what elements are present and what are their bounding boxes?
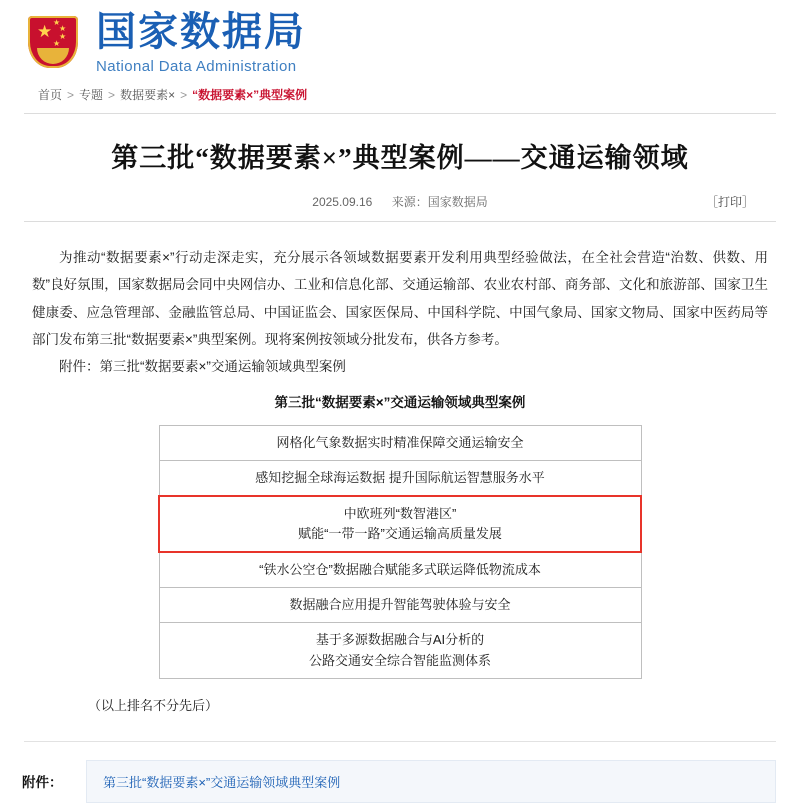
table-row[interactable] [159, 425, 641, 460]
attachment-section [0, 760, 800, 803]
table-row[interactable] [159, 552, 641, 588]
case-table [158, 425, 642, 679]
breadcrumb-item-data-element[interactable]: 数据要素× [120, 88, 176, 102]
page-title: 第三批“数据要素×”典型案例——交通运输领域 [111, 143, 689, 173]
brand-name-cn: 国家数据局 [96, 9, 306, 54]
table-row[interactable] [159, 460, 641, 496]
breadcrumb-item-topic[interactable]: 专题 [79, 88, 104, 102]
case-cell-6-line1: 基于多源数据融合与AI分析的 [315, 632, 485, 648]
attachment-link[interactable]: 第三批“数据要素×”交通运输领域典型案例 [103, 774, 341, 790]
breadcrumb-item-current: “数据要素×”典型案例 [192, 88, 308, 102]
breadcrumb [38, 86, 800, 103]
breadcrumb-separator: > [180, 87, 188, 102]
paragraph-attachment-note: 附件：第三批“数据要素×”交通运输领域典型案例 [59, 359, 346, 375]
publish-date: 2025.09.16 [312, 195, 373, 209]
table-note: （以上排名不分先后） [88, 697, 219, 713]
attachment-label: 附件： [22, 775, 63, 791]
case-cell-4: “铁水公空仓”数据融合赋能多式联运降低物流成本 [159, 552, 641, 588]
case-cell-5: 数据融合应用提升智能驾驶体验与安全 [159, 588, 641, 623]
brand-name-en: National Data Administration [96, 58, 297, 75]
table-row[interactable] [159, 588, 641, 623]
case-cell-1: 网格化气象数据实时精准保障交通运输安全 [159, 425, 641, 460]
breadcrumb-separator: > [67, 87, 75, 102]
print-button[interactable]: ［打印］ [705, 195, 754, 209]
meta-divider [24, 221, 776, 222]
national-emblem-icon: ★ ★ ★ ★ ★ [24, 14, 82, 72]
breadcrumb-item-home[interactable]: 首页 [38, 88, 63, 102]
case-cell-3-line2: 赋能“一带一路”交通运输高质量发展 [298, 526, 502, 542]
site-brand[interactable] [96, 9, 306, 75]
header-divider [24, 113, 776, 114]
attachment-box [86, 760, 776, 803]
article-meta [40, 193, 760, 209]
attachment-divider [24, 741, 776, 742]
article-body [32, 244, 768, 719]
breadcrumb-separator: > [108, 87, 116, 102]
case-cell-6 [159, 623, 641, 678]
paragraph-intro: 为推动“数据要素×”行动走深走实，充分展示各领域数据要素开发利用典型经验做法，在全社会营造“治数、供数、用数”良好氛围，国家数据局会同中央网信办、工业和信息化部、交通运输部、农业农村部、商务部、文化和旅游部、国家卫生健康委、应急管理部、金融监管总局、中国证监会、国家医保局、中国科学院、中国气象局、国家文物局、国家中医药局等部门发布第三批“数据要素×”典型案例。现将案例按领域分批发布，供各方参考。 [32, 250, 768, 347]
table-row[interactable] [159, 623, 641, 678]
case-table-title: 第三批“数据要素×”交通运输领域典型案例 [274, 395, 526, 411]
case-cell-6-line2: 公路交通安全综合智能监测体系 [308, 652, 491, 668]
case-cell-3-line1: 中欧班列“数智港区” [343, 505, 457, 521]
article-source: 来源：国家数据局 [391, 195, 488, 209]
case-cell-2: 感知挖掘全球海运数据 提升国际航运智慧服务水平 [159, 460, 641, 496]
table-row-highlighted[interactable] [159, 496, 641, 552]
site-header [0, 0, 800, 74]
case-cell-3 [159, 496, 641, 552]
